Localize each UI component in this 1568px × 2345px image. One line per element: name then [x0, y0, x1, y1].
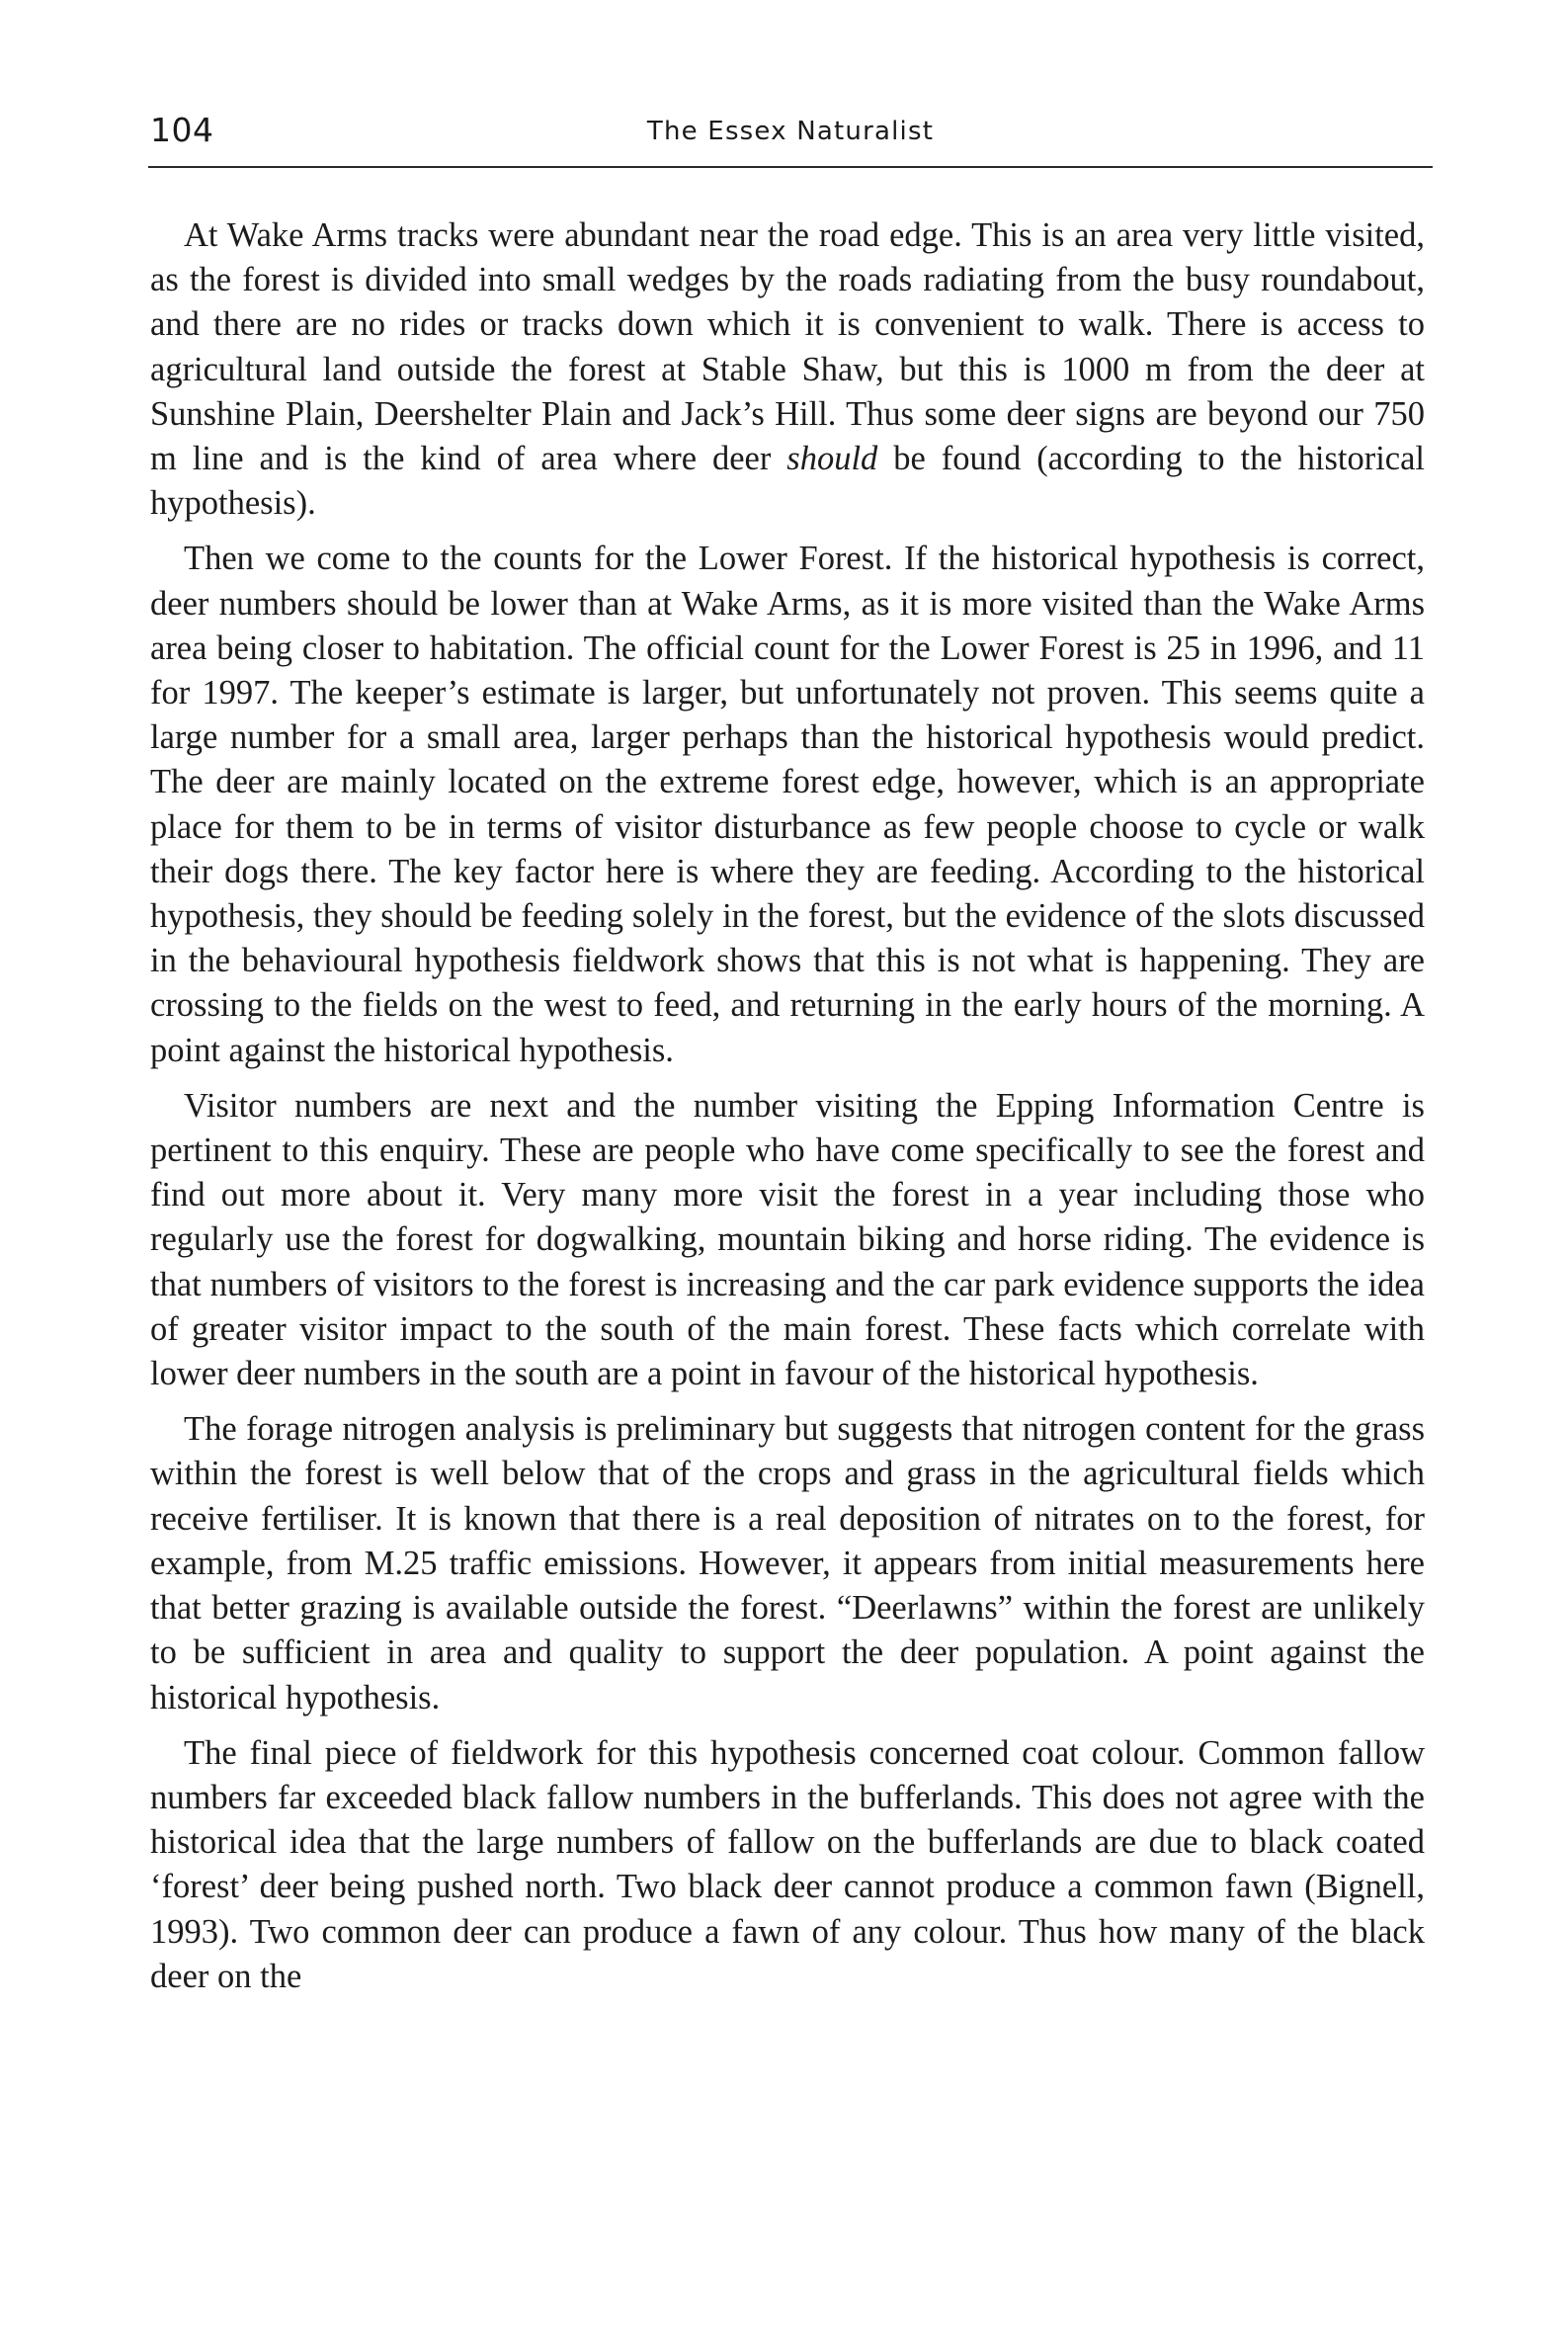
- paragraph-visitor-numbers: Visitor numbers are next and the number visiting the Epping Information Centre is pertinent to this enquiry. These are people who have come specifically to see the forest and find out more about it. Very many more visit the forest in a year including those who regularly use the forest for dogwalking, mountain biking and horse riding. The evidence is that numbers of visitors to the forest is increasing and the car park evidence supports the idea of greater visitor impact to the south of the main forest. These facts which correlate with lower deer numbers in the south are a point in favour of the historical hypothesis.: [150, 1086, 1425, 1393]
- page-number: 104: [150, 111, 214, 149]
- paragraph-coat-colour: The final piece of fieldwork for this hypothesis concerned coat colour. Common fallow numbers far exceeded black fallow numbers in the bufferlands. This does not agree with the historical idea that the large numbers of fallow on the bufferlands are due to black coated ‘forest’ deer being pushed north. Two black deer cannot produce a common fawn (Bignell, 1993). Two common deer can produce a fawn of any colour. Thus how many of the black deer on the: [150, 1733, 1425, 1995]
- paragraph-text: At Wake Arms tracks were abundant near the road edge. This is an area very little visited, as the forest is divided into small wedges by the roads radiating from the busy roundabout, and there are no rides or tracks down which it is convenient to walk. There is access to agricultural land outside the forest at Stable Shaw, but this is 1000 m from the deer at Sunshine Plain, Deershelter Plain and Jack’s Hill. Thus some deer signs are beyond our 750 m line and is the kind of area where deer: [150, 216, 1425, 478]
- article-body: [150, 213, 1425, 2010]
- emphasis-text: should: [786, 440, 878, 478]
- running-header: [148, 111, 1433, 168]
- journal-title: The Essex Naturalist: [646, 117, 935, 146]
- paragraph-lower-forest: Then we come to the counts for the Lower Forest. If the historical hypothesis is correct, deer numbers should be lower than at Wake Arms, as it is more visited than the Wake Arms area being closer to habitation. The official count for the Lower Forest is 25 in 1996, and 11 for 1997. The keeper’s estimate is larger, but unfortunately not proven. This seems quite a large number for a small area, larger perhaps than the historical hypothesis would predict. The deer are mainly located on the extreme forest edge, however, which is an appropriate place for them to be in terms of visitor disturbance as few people choose to cycle or walk their dogs there. The key factor here is where they are feeding. According to the historical hypothesis, they should be feeding solely in the forest, but the evidence of the slots discussed in the behavioural hypothesis fieldwork shows that this is not what is happening. They are crossing to the fields on the west to feed, and returning in the early hours of the morning. A point against the historical hypothesis.: [150, 540, 1425, 1069]
- paragraph-wake-arms: [150, 213, 1425, 526]
- paragraph-text: be found (according to the historical hypothesis).: [150, 440, 1425, 523]
- paragraph-forage-nitrogen: The forage nitrogen analysis is preliminary but suggests that nitrogen content for the grass within the forest is well below that of the crops and grass in the agricultural fields which receive fertiliser. It is known that there is a real deposition of nitrates on to the forest, for example, from M.25 traffic emissions. However, it appears from initial measurements here that better grazing is available outside the forest. “Deerlawns” within the forest are unlikely to be sufficient in area and quality to support the deer population. A point against the historical hypothesis.: [150, 1410, 1425, 1717]
